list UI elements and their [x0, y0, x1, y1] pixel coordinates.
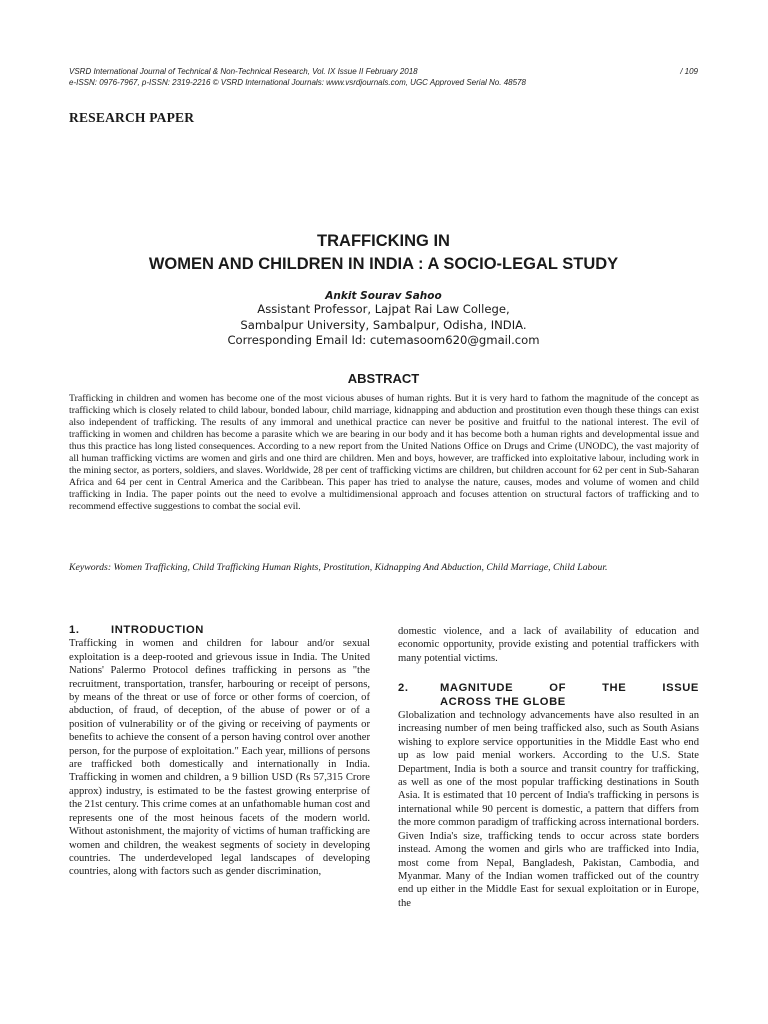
section-1-body: Trafficking in women and children for labour and/or sexual exploitation is a deep-rooted and grievous issue in India. The United Nations' Palermo Protocol defines trafficking in persons as "the recruitment, transportation, transfer, harbouring or receipt of persons, by means of the threat or use of force or other forms of coercion, of abduction, of fraud, of deception, of the abuse of power or of a position of vulnerability or of the giving or receiving of payments or benefits to achieve the consent of a person having control over another person, for the purpose of exploitation." Each year, millions of persons are trafficked both domestically and internationally in India. Trafficking in women and children, a 9 billion USD (Rs 57,315 Crore approx) industry, is estimated to be the fastest growing enterprise of the 21st century. This crime comes at an unfathomable human cost and represents one of the most heinous facets of the modern world. Without astonishment, the majority of victims of human trafficking are women and children, the weakest segments of society in developing countries. The underdeveloped legal landscapes of developing countries, along with factors such as gender discrimination, [69, 638, 370, 878]
journal-header-line2: e-ISSN: 0976-7967, p-ISSN: 2319-2216 © VSRD International Journals: www.vsrdjournals.com, UGC Approved Serial No. 48578 [69, 78, 526, 87]
section-2-title-line1 [440, 682, 699, 695]
section-1-heading [69, 624, 370, 637]
section-2-heading [398, 682, 699, 709]
section-2-word: MAGNITUDE [440, 682, 514, 695]
paper-title-line2: WOMEN AND CHILDREN IN INDIA : A SOCIO-LEGAL STUDY [148, 255, 619, 273]
section-2-word: ISSUE [662, 682, 699, 695]
keywords: Keywords: Women Trafficking, Child Trafficking Human Rights, Prostitution, Kidnapping And Abduction, Child Marriage, Child Labour. [69, 562, 608, 573]
page-number: / 109 [680, 67, 698, 76]
section-2-word: OF [549, 682, 567, 695]
abstract-heading: ABSTRACT [347, 371, 420, 386]
section-1-title: INTRODUCTION [111, 624, 204, 636]
section-2-body: Globalization and technology advancements have also resulted in an increasing number of men being trafficked also, such as South Asians wishing to explore service opportunities in the Middle East who end up as low paid menial workers. According to the U.S. State Department, India is both a source and transit country for trafficking, as well as one of the most popular trafficking destinations in South Asia. It is estimated that 10 percent of India's trafficking in persons is international while 90 percent is domestic, a pattern that differs from the more common paradigm of trafficking across international borders. Given India's size, trafficking tends to occur across state borders instead. Among the women and girls who are trafficked into India, most come from Nepal, Bangladesh, Pakistan, Cambodia, and Myanmar. Many of the Indian women trafficked out of the country end up either in the Middle East for sexual exploitation or in Europe, the [398, 710, 699, 909]
section-2-word: THE [602, 682, 627, 695]
paper-type-label: RESEARCH PAPER [69, 110, 195, 125]
section-1-number: 1. [69, 624, 80, 636]
section-2-number: 2. [398, 682, 409, 695]
left-column [69, 624, 370, 879]
journal-citation: VSRD International Journal of Technical & Non-Technical Research, Vol. IX Issue II February 2018 [69, 67, 418, 76]
author-affiliation-2: Sambalpur University, Sambalpur, Odisha, INDIA. [240, 317, 527, 332]
author-name: Ankit Sourav Sahoo [325, 290, 442, 302]
author-email: Corresponding Email Id: cutemasoom620@gmail.com [227, 333, 540, 347]
section-2-title-line2: ACROSS THE GLOBE [440, 695, 566, 708]
author-affiliation-1: Assistant Professor, Lajpat Rai Law College, [257, 302, 510, 316]
section-1-body-continued: domestic violence, and a lack of availability of education and economic opportunity, provide existing and potential traffickers with many potential victims. [398, 626, 699, 664]
journal-header-line1 [69, 66, 698, 77]
section-2-title [440, 682, 699, 709]
right-column [398, 625, 699, 910]
paper-title-line1: TRAFFICKING IN [317, 232, 450, 250]
abstract-text: Trafficking in children and women has become one of the most vicious abuses of human rights. But it is very hard to fathom the magnitude of the concept as trafficking which is closely related to child labour, bonded labour, child marriage, kidnapping and abduction and prostitution even though these things can exist also independent of trafficking. The results of any immoral and unethical practice can never be positive and fruitful to the national interest. The evil of trafficking in women and children has become a parasite which we are bearing in our body and it has become both a human rights and developmental issue and thus this practice has long listed consequences. According to a new report from the United Nations Office on Drugs and Crime (UNODC), the vast majority of all human trafficking victims are women and girls and one third are children. Men and boys, however, are trafficked into exploitative labour, including work in the mining sector, as porters, soldiers, and slaves. Worldwide, 28 per cent of trafficking victims are children, but children account for 62 per cent in Sub-Saharan Africa and 64 per cent in Central America and the Caribbean. This paper has tried to analyse the nature, causes, modes and volume of women and child trafficking in India. The paper points out the need to evolve a multidimensional approach and focuses attention on structural factors of trafficking and to recommend effective suggestions to combat the social evil. [69, 393, 699, 512]
